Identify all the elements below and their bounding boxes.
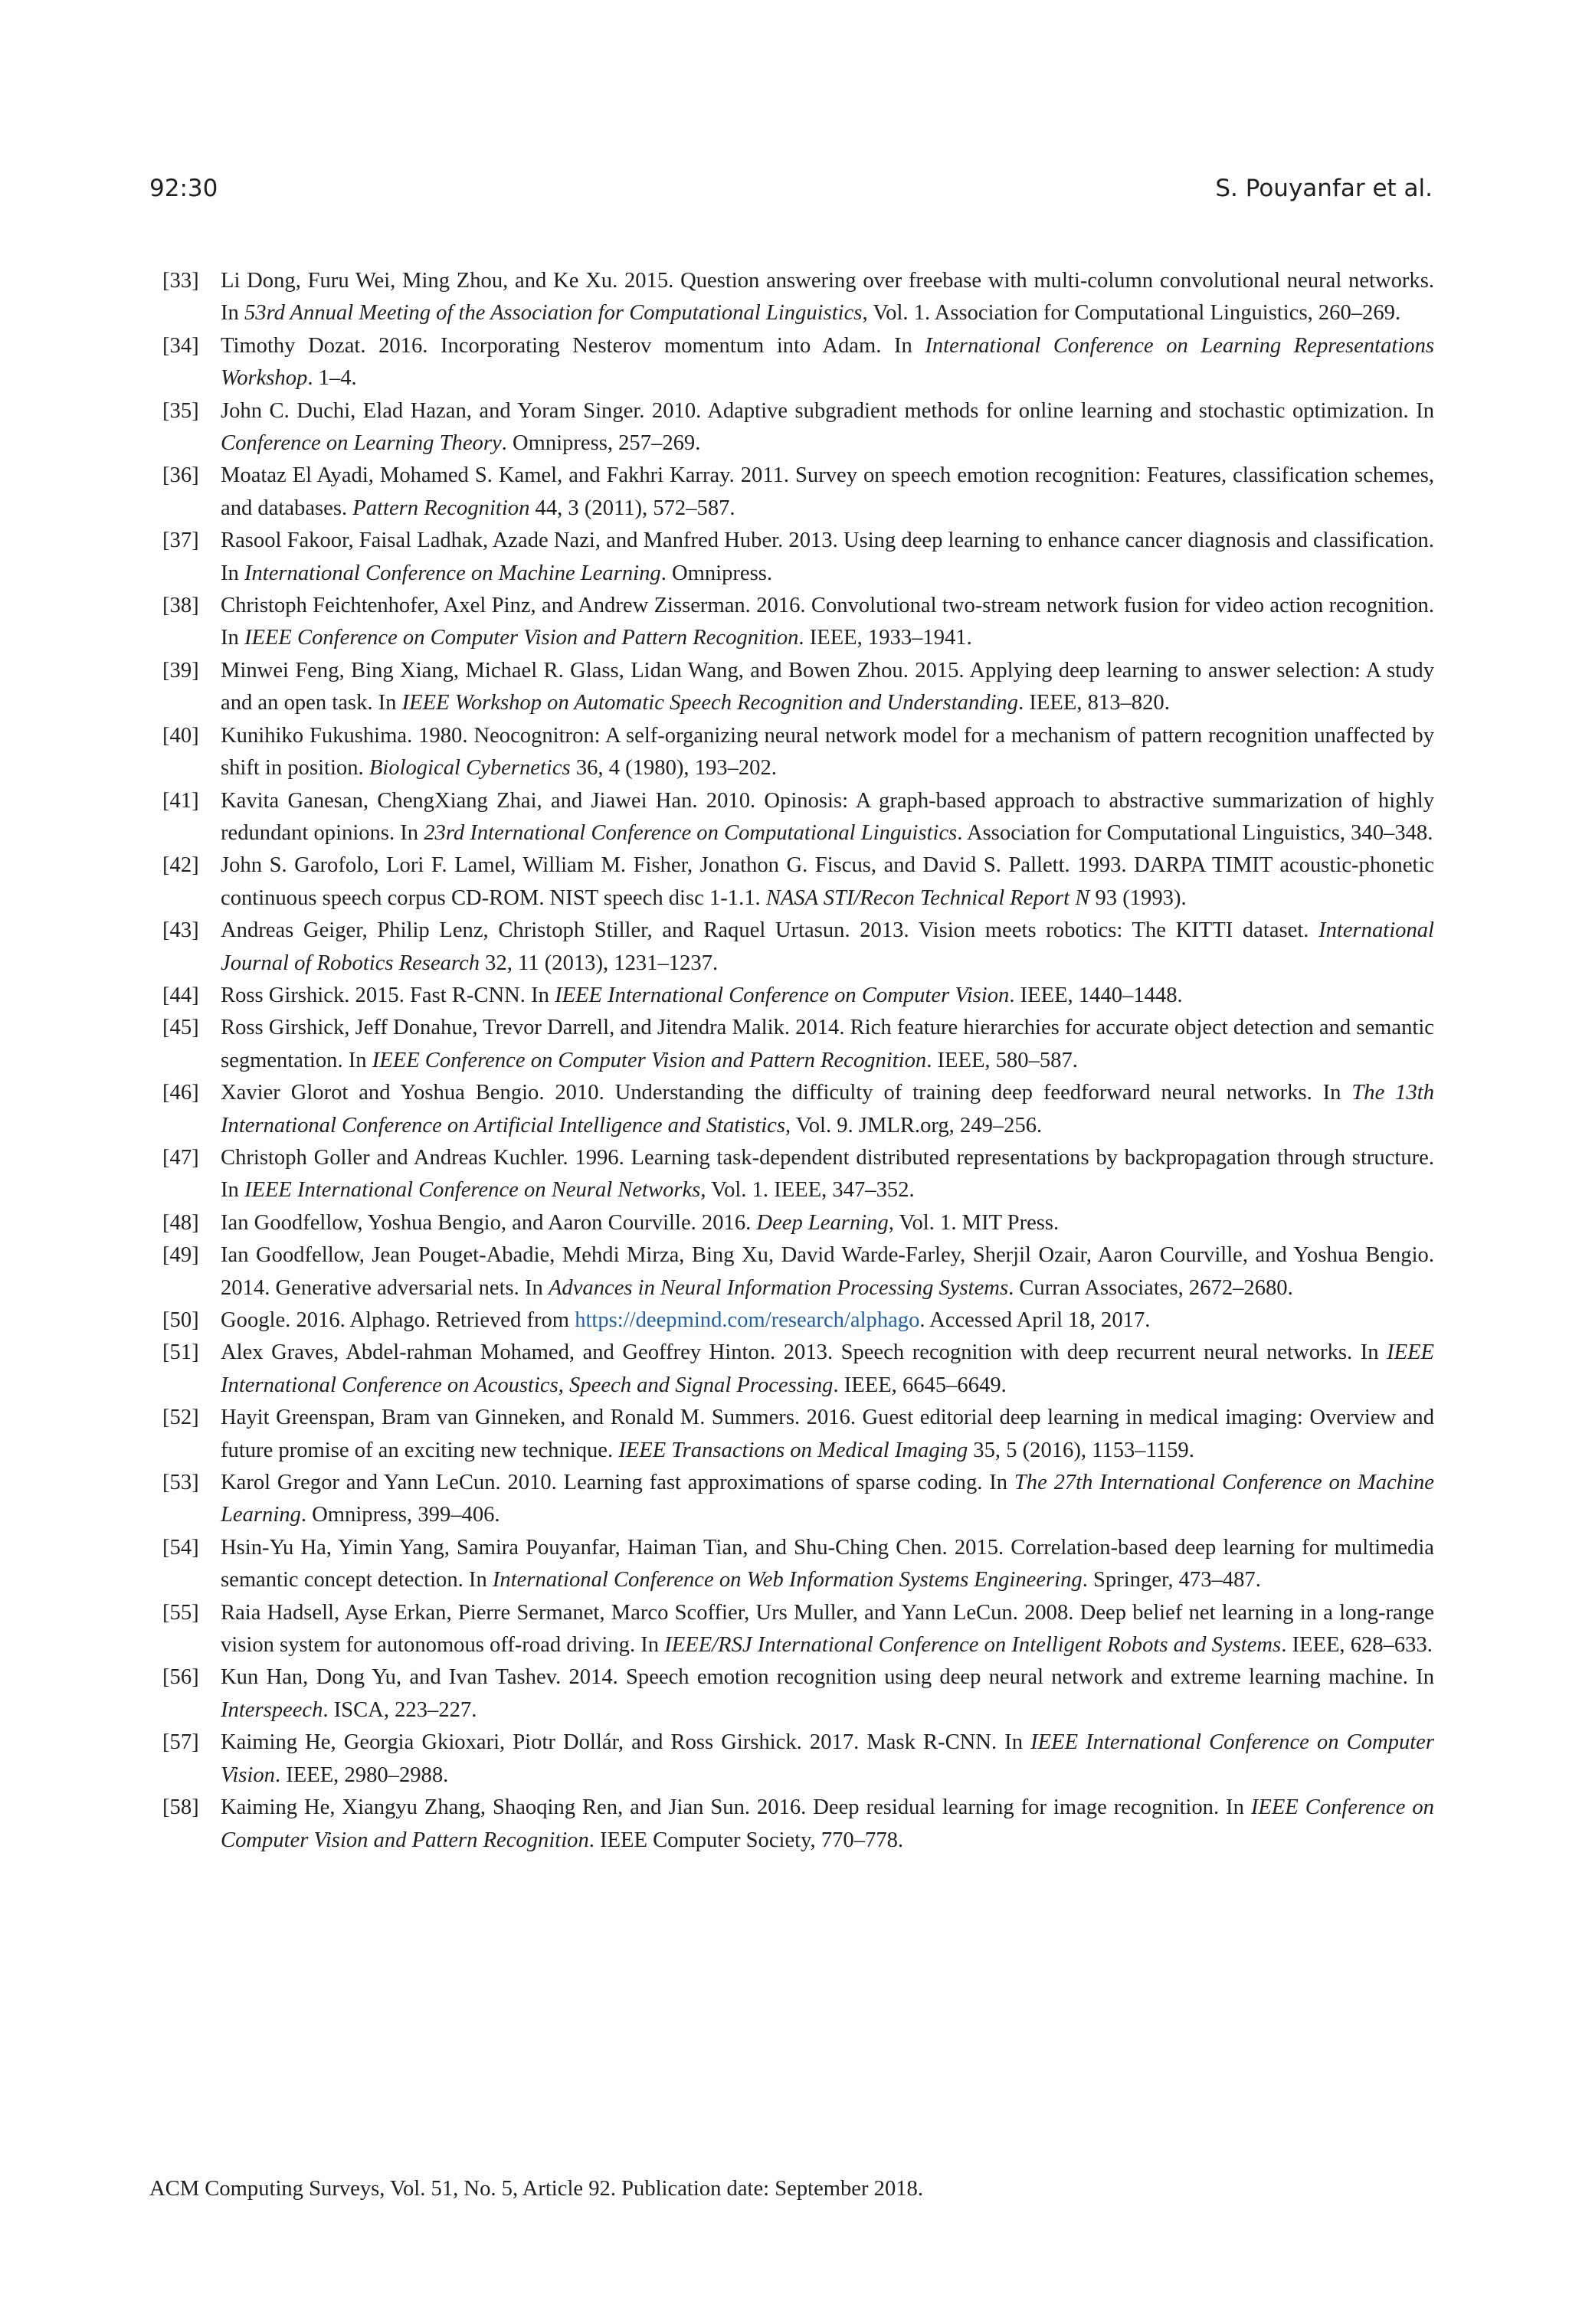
reference-entry	[162, 1239, 1434, 1304]
reference-entry	[162, 395, 1434, 460]
reference-venue: IEEE Transactions on Medical Imaging	[618, 1438, 968, 1462]
running-head-authors: S. Pouyanfar et al.	[1215, 175, 1433, 202]
reference-text	[221, 594, 1434, 650]
reference-venue: NASA STI/Recon Technical Report N	[765, 885, 1090, 910]
reference-text	[221, 269, 1434, 325]
reference-text	[221, 1536, 1434, 1592]
reference-number: [41]	[162, 788, 199, 813]
reference-venue: 23rd International Conference on Computational Linguistics	[424, 820, 958, 845]
reference-venue: Biological Cybernetics	[369, 756, 571, 781]
reference-text	[221, 334, 1434, 390]
reference-number: [49]	[162, 1243, 199, 1268]
reference-number: [34]	[162, 333, 199, 358]
reference-venue: IEEE Conference on Computer Vision and Pattern Recognition	[221, 1795, 1434, 1852]
reference-venue: IEEE/RSJ International Conference on Intelligent Robots and Systems	[664, 1633, 1282, 1658]
reference-text	[221, 789, 1434, 845]
reference-segment: Christoph Goller and Andreas Kuchler. 1996. Learning task-dependent distributed representations by backpropagation through structure. In	[221, 1145, 1434, 1203]
reference-segment: Raia Hadsell, Ayse Erkan, Pierre Sermanet, Marco Scoffier, Urs Muller, and Yann LeCun. 2008. Deep belief net learning in a long-range vision system for autonomous off-road driving. In	[221, 1600, 1434, 1658]
reference-segment: Ian Goodfellow, Jean Pouget-Abadie, Mehdi Mirza, Bing Xu, David Warde-Farley, Sherjil Ozair, Aaron Courville, and Yoshua Bengio. 2014. Generative adversarial nets. In	[221, 1243, 1434, 1300]
reference-venue: IEEE Conference on Computer Vision and Pattern Recognition	[372, 1048, 927, 1072]
reference-venue: The 13th International Conference on Artificial Intelligence and Statistics	[221, 1081, 1435, 1137]
reference-segment: . IEEE, 580–587.	[926, 1048, 1078, 1072]
reference-number: [47]	[162, 1145, 199, 1170]
reference-text	[221, 853, 1434, 909]
reference-segment: John S. Garofolo, Lori F. Lamel, William M. Fisher, Jonathon G. Fiscus, and David S. Pallett. 1993. DARPA TIMIT acoustic-phonetic continuous speech corpus CD-ROM. NIST speech disc 1-1.1.	[221, 853, 1434, 910]
reference-entry	[162, 980, 1434, 1012]
reference-number: [36]	[162, 463, 199, 488]
reference-segment: 44, 3 (2011), 572–587.	[529, 496, 735, 520]
reference-number: [37]	[162, 529, 199, 553]
reference-entry	[162, 1532, 1434, 1597]
reference-number: [51]	[162, 1340, 199, 1365]
reference-venue: Interspeech	[221, 1697, 323, 1722]
reference-segment: Kun Han, Dong Yu, and Ivan Tashev. 2014. Speech emotion recognition using deep neural network and extreme learning machine. In	[221, 1665, 1434, 1690]
reference-text	[221, 1406, 1434, 1462]
reference-segment: . Curran Associates, 2672–2680.	[1008, 1275, 1293, 1300]
reference-number: [43]	[162, 918, 199, 943]
reference-segment: . Springer, 473–487.	[1082, 1568, 1261, 1592]
reference-segment: . Omnipress.	[660, 561, 773, 585]
reference-segment: Li Dong, Furu Wei, Ming Zhou, and Ke Xu. 2015. Question answering over freebase with multi-column convolutional neural networks. In	[221, 269, 1434, 326]
reference-entry	[162, 265, 1434, 330]
reference-segment: Ross Girshick. 2015. Fast R-CNN. In	[221, 983, 555, 1007]
reference-number: [56]	[162, 1665, 199, 1690]
reference-text	[221, 1146, 1434, 1202]
reference-segment: . Omnipress, 399–406.	[300, 1503, 500, 1527]
reference-segment: . IEEE, 6645–6649.	[833, 1373, 1007, 1397]
reference-venue: International Conference on Learning Representations Workshop	[221, 333, 1434, 391]
reference-segment: . Omnipress, 257–269.	[501, 431, 701, 456]
reference-number: [52]	[162, 1406, 199, 1430]
reference-segment: 32, 11 (2013), 1231–1237.	[480, 951, 719, 975]
reference-text	[221, 1211, 1059, 1235]
reference-segment: Google. 2016. Alphago. Retrieved from	[221, 1308, 575, 1332]
reference-text	[221, 984, 1183, 1007]
reference-segment: . IEEE, 1933–1941.	[798, 626, 972, 650]
reference-number: [40]	[162, 723, 199, 748]
reference-number: [55]	[162, 1600, 199, 1625]
reference-number: [42]	[162, 853, 199, 878]
reference-venue: International Conference on Machine Learning	[244, 561, 661, 585]
reference-segment: . IEEE, 628–633.	[1281, 1633, 1433, 1658]
reference-venue: International Conference on Web Information Systems Engineering	[492, 1568, 1083, 1592]
reference-venue: IEEE International Conference on Acoustics, Speech and Signal Processing	[221, 1340, 1434, 1397]
reference-segment: . 1–4.	[307, 366, 357, 391]
reference-venue: Pattern Recognition	[352, 496, 530, 520]
reference-number: [53]	[162, 1471, 199, 1495]
running-head	[149, 175, 1433, 210]
reference-number: [33]	[162, 269, 199, 293]
reference-text	[221, 1795, 1434, 1851]
reference-segment: 35, 5 (2016), 1153–1159.	[968, 1438, 1194, 1462]
reference-text	[221, 724, 1434, 780]
reference-segment: 93 (1993).	[1089, 885, 1187, 910]
reference-segment: Ross Girshick, Jeff Donahue, Trevor Darrell, and Jitendra Malik. 2014. Rich feature hierarchies for accurate object detection and semantic segmentation. In	[221, 1016, 1434, 1072]
reference-entry	[162, 1661, 1434, 1727]
reference-segment: . Accessed April 18, 2017.	[919, 1308, 1151, 1332]
reference-segment: . IEEE Computer Society, 770–778.	[588, 1828, 904, 1852]
reference-venue: Conference on Learning Theory	[221, 431, 502, 456]
reference-entry	[162, 525, 1434, 590]
reference-text	[221, 1016, 1434, 1072]
reference-venue: Advances in Neural Information Processing Systems	[548, 1275, 1009, 1300]
reference-url-link[interactable]: https://deepmind.com/research/alphago	[575, 1308, 920, 1332]
reference-number: [50]	[162, 1308, 199, 1332]
reference-segment: Kaiming He, Xiangyu Zhang, Shaoqing Ren, and Jian Sun. 2016. Deep residual learning for image recognition. In	[221, 1795, 1251, 1820]
reference-venue: IEEE International Conference on Computer Vision	[555, 983, 1010, 1007]
reference-segment: , Vol. 1. IEEE, 347–352.	[700, 1178, 915, 1203]
reference-text	[221, 1340, 1434, 1396]
reference-entry	[162, 915, 1434, 980]
reference-entry	[162, 590, 1434, 655]
reference-entry	[162, 460, 1434, 525]
reference-entry	[162, 1142, 1434, 1207]
page-number: 92:30	[149, 175, 218, 202]
reference-segment: Minwei Feng, Bing Xiang, Michael R. Glass, Lidan Wang, and Bowen Zhou. 2015. Applying deep learning to answer selection: A study and an open task. In	[221, 658, 1434, 715]
reference-segment: 36, 4 (1980), 193–202.	[570, 756, 777, 781]
reference-segment: Karol Gregor and Yann LeCun. 2010. Learning fast approximations of sparse coding. In	[221, 1471, 1014, 1495]
reference-segment: Timothy Dozat. 2016. Incorporating Nesterov momentum into Adam. In	[221, 333, 925, 358]
reference-segment: . IEEE, 1440–1448.	[1009, 983, 1183, 1007]
reference-entry	[162, 1727, 1434, 1792]
reference-text	[221, 1243, 1434, 1299]
reference-number: [39]	[162, 658, 199, 682]
reference-segment: , Vol. 1. MIT Press.	[888, 1210, 1060, 1235]
reference-segment: . Association for Computational Linguistics, 340–348.	[957, 820, 1433, 845]
reference-segment: . IEEE, 2980–2988.	[274, 1763, 449, 1787]
reference-text	[221, 1601, 1434, 1657]
reference-entry	[162, 330, 1434, 395]
reference-segment: . IEEE, 813–820.	[1018, 691, 1170, 715]
reference-segment: , Vol. 1. Association for Computational Linguistics, 260–269.	[862, 301, 1401, 326]
reference-text	[221, 399, 1434, 455]
reference-venue: IEEE International Conference on Computer Vision	[221, 1730, 1434, 1787]
reference-venue: IEEE Conference on Computer Vision and Pattern Recognition	[244, 626, 799, 650]
reference-venue: IEEE International Conference on Neural Networks	[244, 1178, 701, 1203]
reference-venue: IEEE Workshop on Automatic Speech Recognition and Understanding	[401, 691, 1019, 715]
reference-segment: Christoph Feichtenhofer, Axel Pinz, and Andrew Zisserman. 2016. Convolutional two-stream network fusion for video action recognition. In	[221, 594, 1434, 650]
reference-venue: International Journal of Robotics Research	[221, 918, 1434, 975]
reference-segment: Andreas Geiger, Philip Lenz, Christoph Stiller, and Raquel Urtasun. 2013. Vision meets robotics: The KITTI dataset.	[221, 918, 1319, 943]
reference-text	[221, 659, 1434, 715]
reference-entry	[162, 1337, 1434, 1402]
reference-segment: . ISCA, 223–227.	[323, 1697, 477, 1722]
reference-list	[162, 265, 1434, 1857]
reference-entry	[162, 1207, 1434, 1239]
reference-number: [58]	[162, 1795, 199, 1820]
reference-segment: Kaiming He, Georgia Gkioxari, Piotr Dollár, and Ross Girshick. 2017. Mask R-CNN. In	[221, 1730, 1031, 1755]
reference-entry	[162, 1792, 1434, 1857]
reference-text	[221, 1665, 1434, 1721]
reference-number: [54]	[162, 1535, 199, 1560]
reference-entry	[162, 1467, 1434, 1532]
reference-segment: Hsin-Yu Ha, Yimin Yang, Samira Pouyanfar, Haiman Tian, and Shu-Ching Chen. 2015. Correlation-based deep learning for multimedia semantic concept detection. In	[221, 1535, 1434, 1592]
reference-number: [38]	[162, 594, 199, 618]
reference-number: [45]	[162, 1016, 199, 1040]
reference-text	[221, 1081, 1434, 1137]
reference-segment: Kunihiko Fukushima. 1980. Neocognitron: A self-organizing neural network model for a mechanism of pattern recognition unaffected by shift in position.	[221, 723, 1434, 781]
reference-number: [46]	[162, 1081, 199, 1105]
reference-venue: The 27th International Conference on Machine Learning	[221, 1471, 1434, 1527]
reference-segment: Kavita Ganesan, ChengXiang Zhai, and Jiawei Han. 2010. Opinosis: A graph-based approach to abstractive summarization of highly redundant opinions. In	[221, 788, 1434, 845]
reference-entry	[162, 1077, 1434, 1142]
reference-entry	[162, 655, 1434, 720]
reference-entry	[162, 849, 1434, 915]
page-footer: ACM Computing Surveys, Vol. 51, No. 5, Article 92. Publication date: September 2018.	[149, 2177, 923, 2201]
reference-segment: John C. Duchi, Elad Hazan, and Yoram Singer. 2010. Adaptive subgradient methods for online learning and stochastic optimization. In	[221, 398, 1434, 423]
reference-text	[221, 463, 1434, 519]
reference-entry	[162, 1012, 1434, 1077]
reference-segment: Rasool Fakoor, Faisal Ladhak, Azade Nazi, and Manfred Huber. 2013. Using deep learning to enhance cancer diagnosis and classification. In	[221, 529, 1434, 585]
reference-text	[221, 1730, 1434, 1786]
reference-entry	[162, 1304, 1434, 1337]
reference-segment: , Vol. 9. JMLR.org, 249–256.	[784, 1113, 1043, 1137]
reference-number: [35]	[162, 398, 199, 423]
reference-segment: Xavier Glorot and Yoshua Bengio. 2010. Understanding the difficulty of training deep feedforward neural networks. In	[221, 1081, 1352, 1105]
reference-venue: Deep Learning	[756, 1210, 889, 1235]
reference-number: [44]	[162, 983, 199, 1007]
reference-text	[221, 1308, 1150, 1332]
reference-segment: Alex Graves, Abdel-rahman Mohamed, and Geoffrey Hinton. 2013. Speech recognition with deep recurrent neural networks. In	[221, 1340, 1387, 1365]
reference-entry	[162, 1402, 1434, 1467]
reference-segment: Hayit Greenspan, Bram van Ginneken, and Ronald M. Summers. 2016. Guest editorial deep learning in medical imaging: Overview and future promise of an exciting new technique.	[221, 1406, 1434, 1462]
reference-text	[221, 529, 1434, 584]
reference-venue: 53rd Annual Meeting of the Association for Computational Linguistics	[244, 301, 863, 326]
reference-segment: Ian Goodfellow, Yoshua Bengio, and Aaron Courville. 2016.	[221, 1210, 757, 1235]
reference-segment: Moataz El Ayadi, Mohamed S. Kamel, and Fakhri Karray. 2011. Survey on speech emotion recognition: Features, classification schemes, and databases.	[221, 463, 1434, 520]
reference-number: [57]	[162, 1730, 199, 1755]
reference-text	[221, 918, 1434, 974]
reference-text	[221, 1471, 1434, 1527]
reference-entry	[162, 720, 1434, 785]
reference-entry	[162, 1597, 1434, 1662]
reference-entry	[162, 785, 1434, 850]
reference-number: [48]	[162, 1210, 199, 1235]
